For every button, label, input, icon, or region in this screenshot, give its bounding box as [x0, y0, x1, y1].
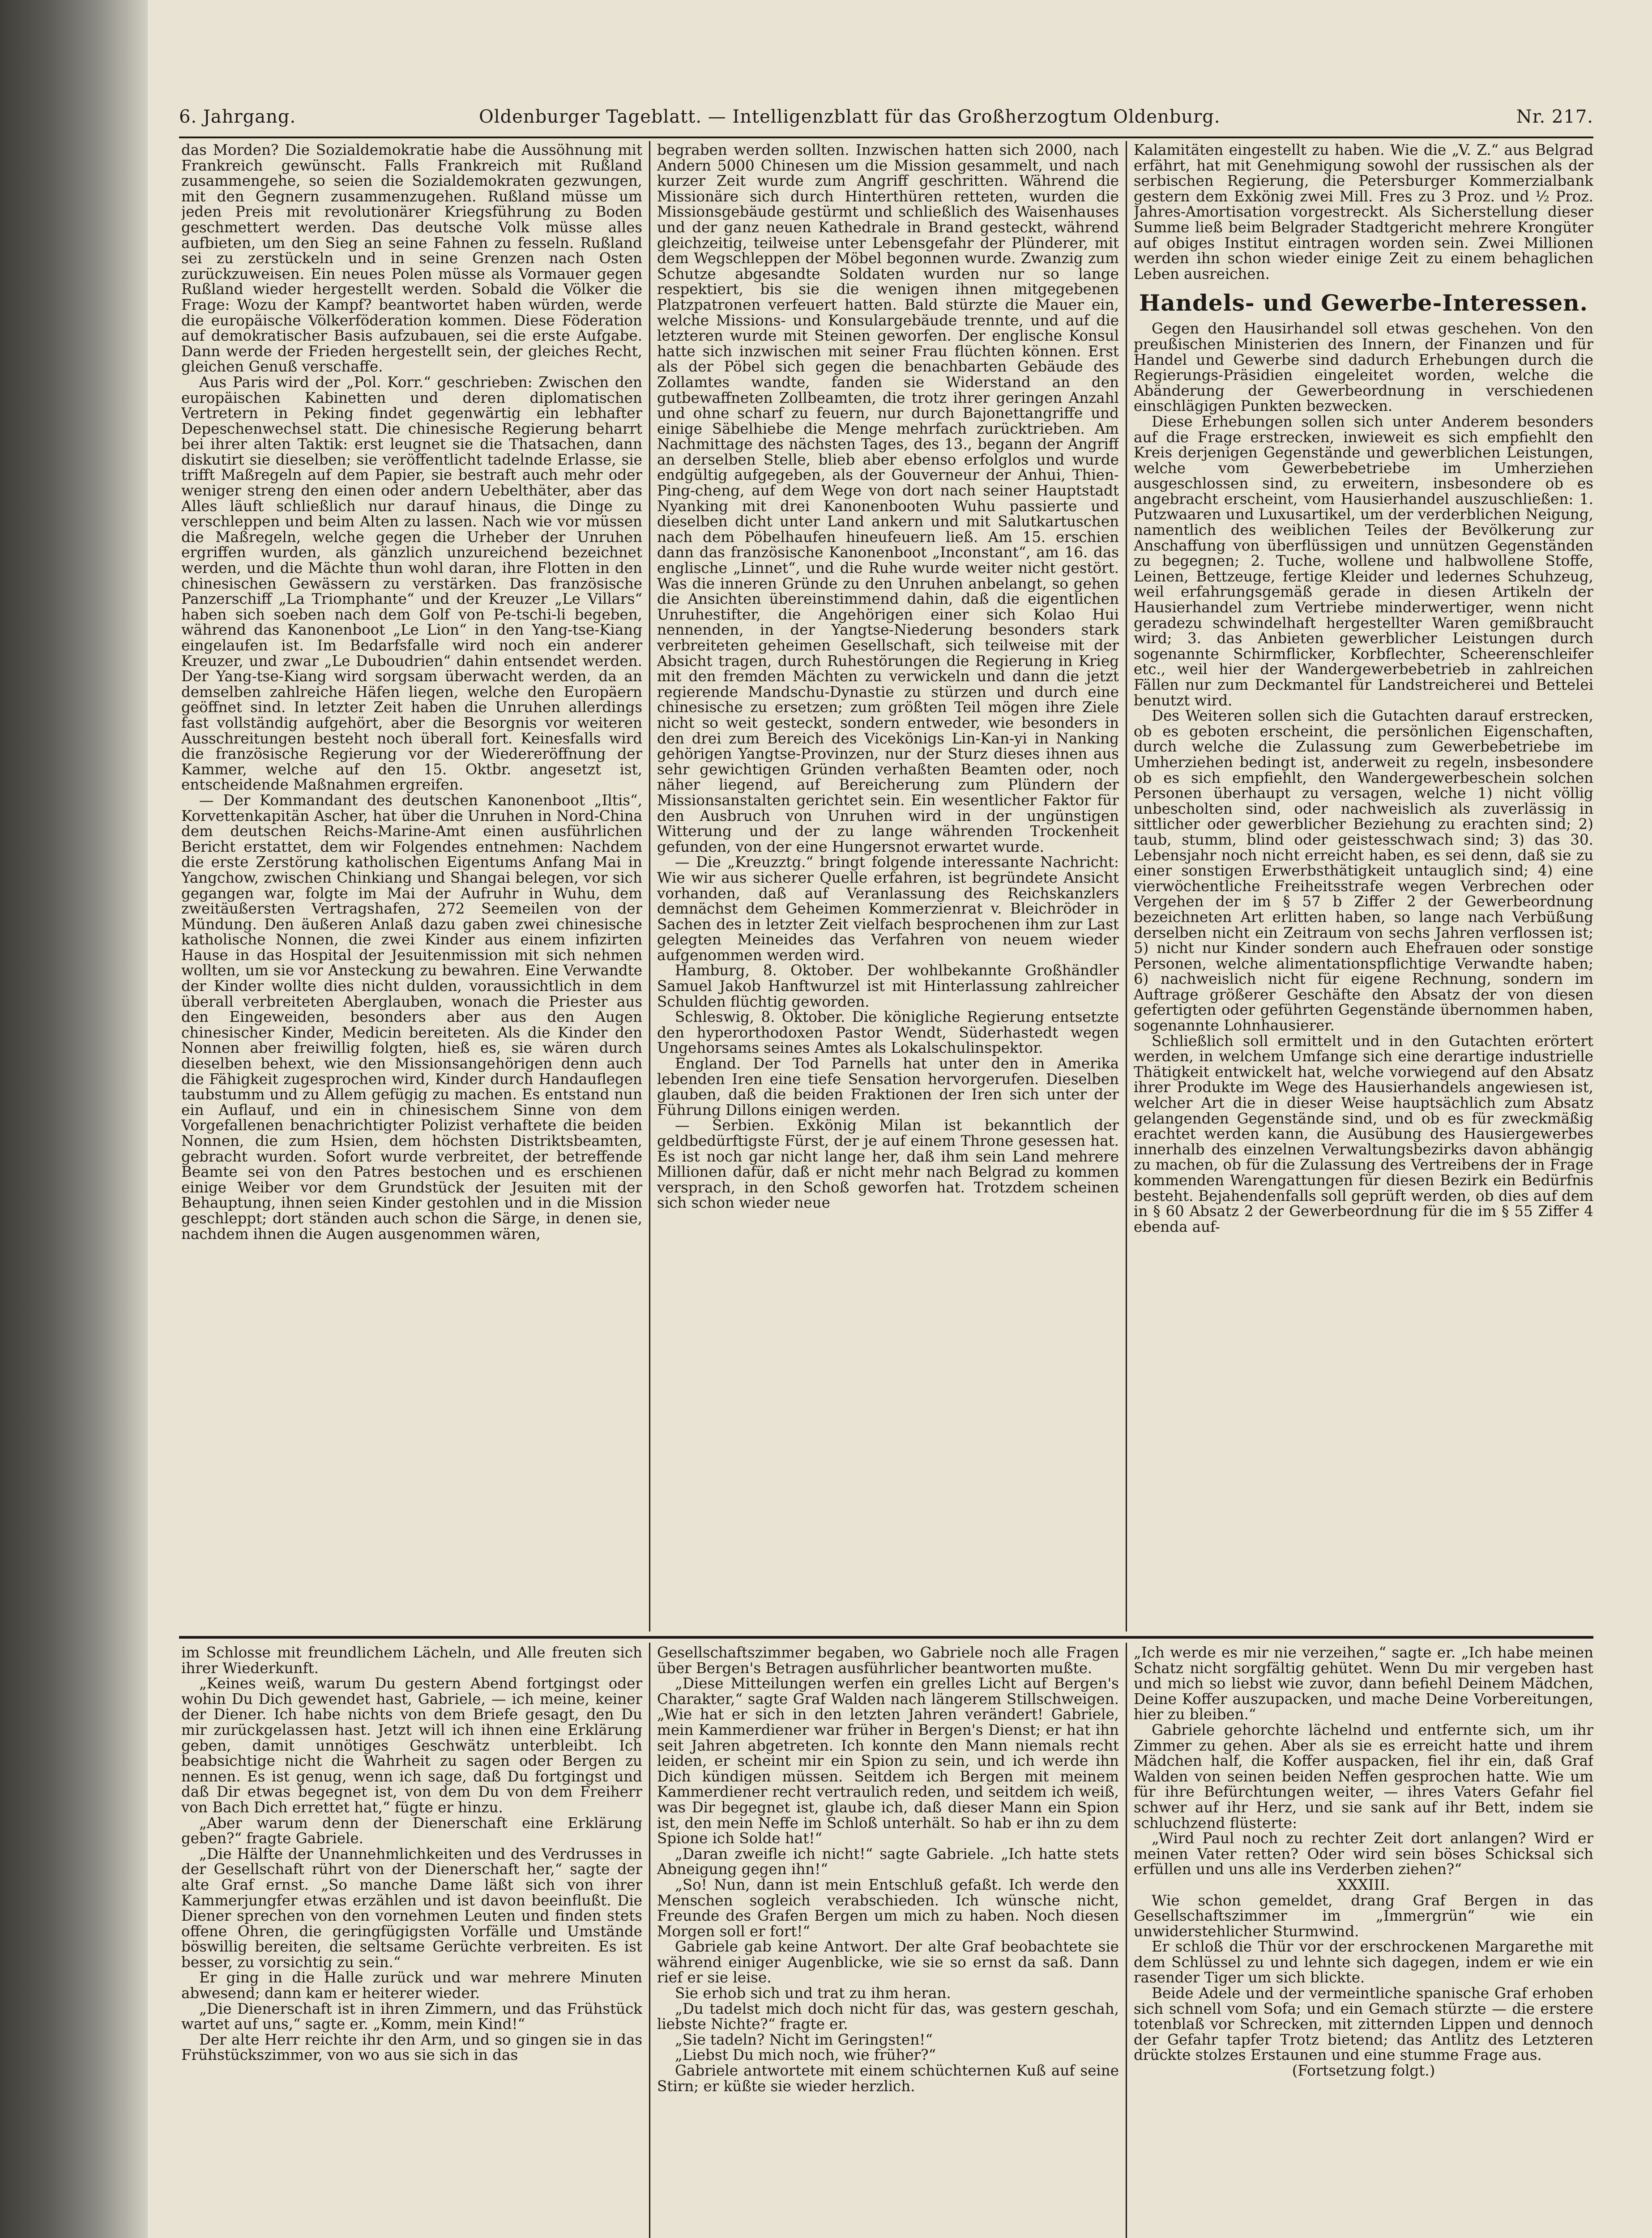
story-paragraph: „Wird Paul noch zu rechter Zeit dort anlangen? Wird er meinen Vater retten? Oder wird sein böses Schicksal sich erfüllen und uns alle ins Verderben ziehen?“	[1134, 1830, 1593, 1878]
story-paragraph: „Liebst Du mich noch, wie früher?“	[675, 2046, 936, 2064]
header-volume: 6. Jahrgang.	[179, 107, 296, 127]
article-hamburg: Hamburg, 8. Oktober. Der wohlbekannte Großhändler Samuel Jakob Hanftwurzel ist mit Hinterlassung zahlreicher Schulden flüchtig geworden.	[657, 962, 1119, 1010]
article-serbien: — Serbien. Exkönig Milan ist bekanntlich der geldbedürftigste Fürst, der je auf einem Throne gesessen hat. Es ist noch gar nicht lange her, daß ihm sein Land mehrere Millionen dafür, daß er nicht mehr nach Belgrad zu kommen versprach, in den Schoß geworfen hat. Trotzdem scheinen sich schon wieder neue	[657, 1117, 1119, 1212]
story-paragraph: „Ich werde es mir nie verzeihen,“ sagte er. „Ich habe meinen Schatz nicht sorgfältig gehütet. Wenn Du mir vergeben hast und mich so liebst wie zuvor, dann befiehl Deinem Mädchen, Deine Koffer auszupacken, und mache Deine Vorbereitungen, hier zu bleiben.“	[1134, 1645, 1593, 1723]
article-kommandant: — Der Kommandant des deutschen Kanonenboot „Iltis“, Korvettenkapitän Ascher, hat über die Unruhen in Nord-China dem deutschen Reichs-Marine-Amt einen ausführlichen Bericht erstattet, dem wir Folgendes entnehmen: Nachdem die erste Zerstörung katholischen Eigentums Anfang Mai in Yangchow, zwischen Chinkiang und Shangai belegen, vor sich gegangen war, folgte im Mai der Aufruhr in Wuhu, dem zweitäußersten Vertragshafen, 272 Seemeilen von der Mündung. Den äußeren Anlaß dazu gaben zwei chinesische katholische Nonnen, die zwei Kinder aus einem infizirten Hause in das Hospital der Jesuitenmission mit sich nehmen wollten, um sie vor Ansteckung zu bewahren. Eine Verwandte der Kinder wollte dies nicht dulden, voraussichtlich in dem überall verbreiteten Aberglauben, wonach die Priester aus den Eingeweiden, besonders aber aus den Augen chinesischer Kinder, Medicin bereiteten. Als die Kinder den Nonnen aber freiwillig folgten, hieß es, sie wären durch dieselben behext, wie den Missionsangehörigen denn auch die Fähigkeit zugesprochen wird, Kinder durch Handauflegen taubstumm und zu Allem gefügig zu machen. Es entstand nun ein Auflauf, und ein in chinesischem Sinne von dem Vorgefallenen benachrichtigter Polizist verhaftete die beiden Nonnen, die zum Hsien, dem höchsten Distriktsbeamten, gebracht wurden. Sofort wurde verbreitet, der betreffende Beamte sei von den Patres bestochen und es erschienen einige Weiber vor dem Grundstück der Jesuiten mit der Behauptung, ihnen seien Kinder gestohlen und in die Mission geschleppt; dort ständen auch schon die Särge, in denen sie, nachdem ihnen die Augen ausgenommen wären,	[181, 791, 642, 1243]
feuilleton-column-middle	[657, 1645, 1119, 2238]
article-paragraph: Schließlich soll ermittelt und in den Gutachten erörtert werden, in welchem Umfange sich eine derartige industrielle Thätigkeit entwickelt hat, welche vorwiegend auf den Absatz ihrer Produkte im Wege des Hausierhandels angewiesen ist, welcher Art die in dieser Weise hauptsächlich zum Absatz gelangenden Gegenstände sind, und ob es für zweckmäßig erachtet werden kann, die Ausübung des Hausiergewerbes innerhalb des einzelnen Verwaltungsbezirks davon abhängig zu machen, ob für die Zulassung des Vertreibens der in Frage kommenden Warengattungen für diesen Bezirk ein Bedürfnis besteht. Bejahendenfalls soll geprüft werden, ob dies auf dem in § 60 Absatz 2 der Gewerbeordnung für die im § 55 Ziffer 4 ebenda auf-	[1134, 1032, 1593, 1235]
article-schleswig: Schleswig, 8. Oktober. Die königliche Regierung entsetzte den hyperorthodoxen Pastor Wendt, Süderhastedt wegen Ungehorsams seines Amtes als Lokalschulinspektor.	[657, 1008, 1119, 1057]
story-paragraph: Wie schon gemeldet, drang Graf Bergen in das Gesellschaftszimmer im „Immergrün“ wie ein unwiderstehlicher Sturmwind.	[1134, 1892, 1593, 1940]
feuilleton-rule-2	[1126, 1643, 1127, 2238]
story-paragraph: Gabriele antwortete mit einem schüchternen Kuß auf seine Stirn; er küßte sie wieder herzlich.	[657, 2062, 1119, 2095]
article-paragraph: Des Weiteren sollen sich die Gutachten darauf erstrecken, ob es geboten erscheint, die persönlichen Eigenschaften, durch welche die Zulassung zum Gewerbebetriebe im Umherziehen bedingt ist, anderweit zu regeln, insbesondere ob es sich empfiehlt, den Wandergewerbeschein solchen Personen überhaupt zu versagen, welche 1) nicht völlig unbescholten sind, oder nachweislich als zuverlässig in sittlicher oder gewerblicher Beziehung zu erachten sind; 2) taub, stumm, blind oder geistesschwach sind; 3) das 30. Lebensjahr noch nicht erreicht haben, es sei denn, daß sie zu einer sonstigen Erwerbsthätigkeit untauglich sind; 4) eine vierwöchentliche Freiheitsstrafe wegen Verbrechen oder Vergehen der im § 57 b Ziffer 2 der Gewerbeordnung bezeichneten Art erlitten haben, so lange nach Verbüßung derselben nicht ein Zeitraum von sechs Jahren verflossen ist; 5) nicht nur Kinder sondern auch Ehefrauen oder sonstige Personen, welche alimentationspflichtige Verwandte haben; 6) nachweislich nicht für eigene Rechnung, sondern im Auftrage größerer Geschäfte den Absatz der von diesen gefertigten oder geführten Gegenstände übernommen haben, sogenannte Lohnhausierer.	[1134, 707, 1593, 1034]
story-paragraph: Beide Adele und der vermeintliche spanische Graf erhoben sich schnell vom Sofa; und ein Gemach stürzte — die erstere totenblaß vor Schrecken, mit zitternden Lippen und dennoch der Gefahr tapfer Trotz bietend; das Antlitz des Letzteren drückte stolzes Erstaunen und eine stumme Frage aus.	[1134, 1985, 1593, 2064]
page-header	[179, 107, 1593, 133]
story-paragraph: „Sie tadeln? Nicht im Geringsten!“	[675, 2031, 933, 2048]
section-title-trade: Handels- und Gewerbe-Interessen.	[1139, 290, 1588, 316]
story-paragraph: „Aber warum denn der Dienerschaft eine Erklärung geben?“ fragte Gabriele.	[181, 1814, 642, 1847]
story-paragraph: „Diese Mitteilungen werfen ein grelles Licht auf Bergen's Charakter,“ sagte Graf Walden nach längerem Stillschweigen. „Wie hat er sich in den letzten Jahren verändert! Gabriele, mein Kammerdiener war früher in Bergen's Dienst; er hat ihn seit Jahren abgetreten. Ich konnte den Mann niemals recht leiden, er scheint mir ein Spion zu sein, und ich werde ihn Dich kündigen müssen. Seitdem ich Bergen mit meinem Kammerdiener recht vertraulich reden, und seitdem ich weiß, was Dir begegnet ist, glaube ich, daß dieser Mann ein Spion ist, den mein Neffe im Schloß unterhält. So hab er ihn zu dem Spione ich Solde hat!“	[657, 1675, 1119, 1847]
article-england: England. Der Tod Parnells hat unter den in Amerika lebenden Iren eine tiefe Sensation hervorgerufen. Dieselben glauben, daß die beiden Fraktionen der Iren sich unter der Führung Dillons einigen werden.	[657, 1055, 1119, 1119]
story-paragraph: Der alte Herr reichte ihr den Arm, und so gingen sie in das Frühstückszimmer, von wo aus sie sich in das	[181, 2031, 642, 2064]
article-paragraph: Kalamitäten eingestellt zu haben. Wie die „V. Z.“ aus Belgrad erfährt, hat mit Genehmigung sowohl der russischen als der serbischen Regierung, die Petersburger Kommerzialbank gestern dem Exkönig zwei Mill. Fres zu 3 Proz. und ½ Proz. Jahres-Amortisation vorgestreckt. Als Sicherstellung dieser Summe ließ beim Belgrader Stadtgericht mehrere Krongüter auf obiges Institut eintragen worden sein. Zwei Millionen werden ihn schon wieder einige Zeit zu einem behaglichen Leben ausreichen.	[1134, 142, 1593, 282]
article-kreuzzeitung: — Die „Kreuzztg.“ bringt folgende interessante Nachricht: Wie wir aus sicherer Quelle erfahren, ist begründete Ansicht vorhanden, daß auf Veranlassung des Reichskanzlers demnächst dem Geheimen Kommerzienrat v. Bleichröder in Sachen des in letzter Zeit vielfach besprochenen ihm zur Last gelegten Meineides das Verfahren von neuem wieder aufgenommen werden wird.	[657, 854, 1119, 964]
article-hausirhandel: Gegen den Hausirhandel soll etwas geschehen. Von den preußischen Ministerien des Innern, der Finanzen und für Handel und Gewerbe sind dadurch Erhebungen durch die Regierungs-Präsidien eingeleitet worden, welche die Abänderung der Gewerbeordnung in verschiedenen einschlägigen Punkten bezwecken.	[1134, 320, 1593, 415]
column-rule-2	[1126, 141, 1127, 1632]
continuation-note: (Fortsetzung folgt.)	[1292, 2062, 1435, 2080]
story-paragraph: im Schlosse mit freundlichem Lächeln, und Alle freuten sich ihrer Wiederkunft.	[181, 1645, 642, 1677]
story-paragraph: Gabriele gab keine Antwort. Der alte Graf beobachtete sie während einiger Augenblicke, wie sie so ernst da saß. Dann rief er sie leise.	[657, 1938, 1119, 1986]
story-paragraph: Gesellschaftszimmer begaben, wo Gabriele noch alle Fragen über Bergen's Betragen ausführlicher beantworten mußte.	[657, 1645, 1119, 1677]
story-paragraph: „So! Nun, dann ist mein Entschluß gefaßt. Ich werde den Menschen sogleich verabschieden. Ich wünsche nicht, Freunde des Grafen Bergen um mich zu haben. Noch diesen Morgen soll er fort!“	[657, 1876, 1119, 1940]
book-binding-gutter	[0, 0, 161, 2238]
feuilleton-column-left	[181, 1645, 642, 2238]
story-paragraph: „Die Dienerschaft ist in ihren Zimmern, und das Frühstück wartet auf uns,“ sagte er. „Komm, mein Kind!“	[181, 2000, 642, 2033]
story-paragraph: „Keines weiß, warum Du gestern Abend fortgingst oder wohin Du Dich gewendet hast, Gabriele, — ich meine, keiner der Diener. Ich habe nichts von dem Briefe gesagt, den Du mir zurückgelassen hast. Jetzt will ich ihnen eine Erklärung geben, damit unnötiges Geschwätz unterbleibt. Ich beabsichtige nicht die Wahrheit zu sagen oder Bergen zu nennen. Es ist genug, wenn ich sage, daß Du fortgingst und daß Dir etwas begegnet ist, von dem Du von dem Freiherr von Bach Dich errettet hat,“ fügte er hinzu.	[181, 1675, 642, 1816]
news-column-right	[1134, 142, 1593, 1633]
feuilleton-column-right	[1134, 1645, 1593, 2238]
story-paragraph: „Du tadelst mich doch nicht für das, was gestern geschah, liebste Nichte?“ fragte er.	[657, 2000, 1119, 2033]
feuilleton-rule	[179, 1636, 1593, 1639]
story-paragraph: Gabriele gehorchte lächelnd und entfernte sich, um ihr Zimmer zu gehen. Aber als sie es erreicht hatte und ihrem Mädchen half, die Koffer auspacken, fiel ihr ein, daß Graf Walden von seinen beiden Neffen gesprochen hatte. Wie um für ihre Befürchtungen weiter, — ihres Vaters Gefahr fiel schwer auf ihr Herz, und sie sank auf ihr Bett, indem sie schluchzend flüsterte:	[1134, 1721, 1593, 1832]
article-paragraph: das Morden? Die Sozialdemokratie habe die Aussöhnung mit Frankreich gewünscht. Falls Frankreich mit Rußland zusammengehe, so seien die Sozialdemokraten gezwungen, mit den Gegnern zusammenzugehen. Rußland müsse um jeden Preis mit revolutionärer Kriegsführung zu Boden geschmettert werden. Das deutsche Volk müsse alles aufbieten, um den Sieg an seine Fahnen zu fesseln. Rußland sei zu zerstückeln und in seine Grenzen nach Osten zurückzuweisen. Ein neues Polen müsse als Vormauer gegen Rußland wieder hergestellt werden. Sobald die Völker die Frage: Wozu der Kampf? beantwortet haben würden, werde die europäische Völkerföderation kommen. Diese Föderation auf demokratischer Basis aufzubauen, sei die erste Aufgabe. Dann werde der Frieden hergestellt sein, der gleiches Recht, gleichen Genuß verschaffe.	[181, 142, 642, 376]
story-paragraph: „Die Hälfte der Unannehmlichkeiten und des Verdrusses in der Gesellschaft rührt von der Dienerschaft her,“ sagte der alte Graf ernst. „So manche Dame läßt sich von ihrer Kammerjungfer etwas erzählen und ist davon beeinflußt. Die Diener sprechen von den vornehmen Leuten und finden stets offene Ohren, die geringfügigsten Vorfälle und Umstände böswillig bereiten, die seltsame Gerüchte verbreiten. Es ist besser, zu vorsichtig zu sein.“	[181, 1845, 642, 1971]
news-column-middle	[657, 142, 1119, 1633]
article-paragraph: Diese Erhebungen sollen sich unter Anderem besonders auf die Frage erstrecken, inwieweit es sich empfiehlt den Kreis derjenigen Gegenstände und gewerblichen Leistungen, welche vom Gewerbebetriebe im Umherziehen ausgeschlossen sind, zu erweitern, insbesondere ob es angebracht erscheint, vom Hausierhandel auszuschließen: 1. Putzwaaren und Luxusartikel, um der verderblichen Neigung, namentlich des weiblichen Teiles der Bevölkerung zur Anschaffung von überflüssigen und unnützen Gegenständen zu begegnen; 2. Tuche, wollene und halbwollene Stoffe, Leinen, Bettzeuge, fertige Kleider und ledernes Schuhzeug, weil erfahrungsgemäß gerade in diesen Artikeln der Hausierhandel zum Vertriebe minderwertiger, wenn nicht geradezu schwindelhaft hergestellter Waren gemißbraucht wird; 3. das Anbieten gewerblicher Leistungen durch sogenannte Schirmflicker, Korbflechter, Scheerenschleifer etc., weil hier der Wandergewerbebetrieb in zahlreichen Fällen nur zum Deckmantel für Landstreicherei und Bettelei benutzt wird.	[1134, 413, 1593, 709]
header-issue-number: Nr. 217.	[1516, 107, 1593, 127]
story-paragraph: Er schloß die Thür vor der erschrockenen Margarethe mit dem Schlüssel zu und lehnte sich dagegen, indem er wie ein rasender Tiger um sich blickte.	[1134, 1938, 1593, 1986]
chapter-number: XXXIII.	[1337, 1876, 1390, 1893]
story-paragraph: „Daran zweifle ich nicht!“ sagte Gabriele. „Ich hatte stets Abneigung gegen ihn!“	[657, 1845, 1119, 1878]
story-paragraph: Er ging in die Halle zurück und war mehrere Minuten abwesend; dann kam er heiterer wieder.	[181, 1969, 642, 2002]
feuilleton-rule-1	[649, 1643, 650, 2238]
header-rule	[179, 137, 1593, 138]
news-column-left	[181, 142, 642, 1633]
header-masthead: Oldenburger Tageblatt. — Intelligenzblatt für das Großherzogtum Oldenburg.	[479, 107, 1221, 127]
article-paris: Aus Paris wird der „Pol. Korr.“ geschrieben: Zwischen den europäischen Kabinetten und deren diplomatischen Vertretern in Peking findet gegenwärtig ein lebhafter Depeschenwechsel statt. Die chinesische Regierung beharrt bei ihrer alten Taktik: erst leugnet sie die Thatsachen, dann diskutirt sie dieselben; sie veröffentlicht tadelnde Erlasse, sie trifft Maßregeln auf dem Papier, sie bestraft auch mehr oder weniger streng den einen oder andern Uebelthäter, aber das Alles läuft schließlich nur darauf hinaus, die Dinge zu verschleppen und beim Alten zu lassen. Nach wie vor müssen die Maßregeln, welche gegen die Urheber der Unruhen ergriffen wurden, als gänzlich unzureichend bezeichnet werden, und die Mächte thun wohl daran, ihre Flotten in den chinesischen Gewässern zu verstärken. Das französische Panzerschiff „La Triomphante“ und der Kreuzer „Le Villars“ haben sich soeben nach dem Golf von Pe-tschi-li begeben, während das Kanonenboot „Le Lion“ in den Yang-tse-Kiang eingelaufen ist. Im Bedarfsfalle wird noch ein anderer Kreuzer, und zwar „Le Duboudrien“ dahin entsendet werden. Der Yang-tse-Kiang wird sorgsam überwacht werden, da an demselben zahlreiche Häfen liegen, welche den Europäern geöffnet sind. In letzter Zeit haben die Unruhen allerdings fast vollständig aufgehört, aber die Besorgnis vor weiteren Ausschreitungen besteht noch überall fort. Keinesfalls wird die französische Regierung vor der Wiedereröffnung der Kammer, welche auf den 15. Oktbr. angesetzt ist, entscheidende Maßnahmen ergreifen.	[181, 373, 642, 794]
column-rule-1	[649, 141, 650, 1632]
article-paragraph: begraben werden sollten. Inzwischen hatten sich 2000, nach Andern 5000 Chinesen um die Mission gesammelt, und nach kurzer Zeit wurde zum Angriff geschritten. Während die Missionäre sich durch Hinterthüren retteten, wurden die Missionsgebäude gestürmt und schließlich des Waisenhauses und der ganz neuen Kathedrale in Brand gesteckt, während gleichzeitig, teilweise unter Lebensgefahr der Plünderer, mit dem Wegschleppen der Möbel begonnen wurde. Zwanzig zum Schutze abgesandte Soldaten wurden nur so lange respektiert, bis sie die wenigen ihnen mitgegebenen Platzpatronen verfeuert hatten. Bald stürzte die Mauer ein, welche Missions- und Konsulargebäude trennte, und auf die letzteren wurde mit Steinen geworfen. Der englische Konsul hatte sich inzwischen mit seiner Frau flüchten können. Erst als der Pöbel sich gegen die benachbarten Gebäude des Zollamtes wandte, fanden sie Widerstand an den gutbewaffneten Zollbeamten, die trotz ihrer geringen Anzahl und ohne scharf zu feuern, nur durch Bajonettangriffe und einige Säbelhiebe die Menge mehrfach zurücktrieben. Am Nachmittage des nächsten Tages, des 13., begann der Angriff an derselben Stelle, blieb aber ebenso erfolglos und wurde endgültig aufgegeben, als der Gouverneur der Anhui, Thien-Ping-cheng, auf dem Wege von dort nach seiner Hauptstadt Nyanking mit drei Kanonenbooten Wuhu passierte und dieselben dicht unter Land ankern und mit Salutkartuschen nach dem Pöbelhaufen hineufeuern ließ. Am 15. erschien dann das französische Kanonenboot „Inconstant“, am 16. das englische „Linnet“, und die Ruhe wurde weiter nicht gestört. Was die inneren Gründe zu den Unruhen anbelangt, so gehen die Ansichten übereinstimmend dahin, daß die eigentlichen Unruhestifter, die Angehörigen einer sich Kolao Hui nennenden, in der Yangtse-Niederung besonders stark verbreiteten geheimen Gesellschaft, sich teilweise mit der Absicht tragen, durch Ruhestörungen die Regierung in Krieg mit den fremden Mächten zu verwickeln und dann die jetzt regierende Mandschu-Dynastie zu stürzen und durch eine chinesische zu ersetzen; zum größten Teil mögen ihre Ziele nicht so weit gesteckt, sondern entweder, wie besonders in den drei zum Bereich des Vicekönigs Lin-Kan-yi in Nanking gehörigen Yangtse-Provinzen, nur der Sturz dieses ihnen aus sehr gewichtigen Gründen verhaßten Beamten oder, noch näher liegend, auf Bereicherung zum Plündern der Missionsanstalten gerichtet sein. Ein wesentlicher Faktor für den Ausbruch von Unruhen wird in der ungünstigen Witterung und der zu lange währenden Trockenheit gefunden, von der eine Hungersnot erwartet wurde.	[657, 142, 1119, 855]
story-paragraph: Sie erhob sich und trat zu ihm heran.	[675, 1985, 951, 2002]
